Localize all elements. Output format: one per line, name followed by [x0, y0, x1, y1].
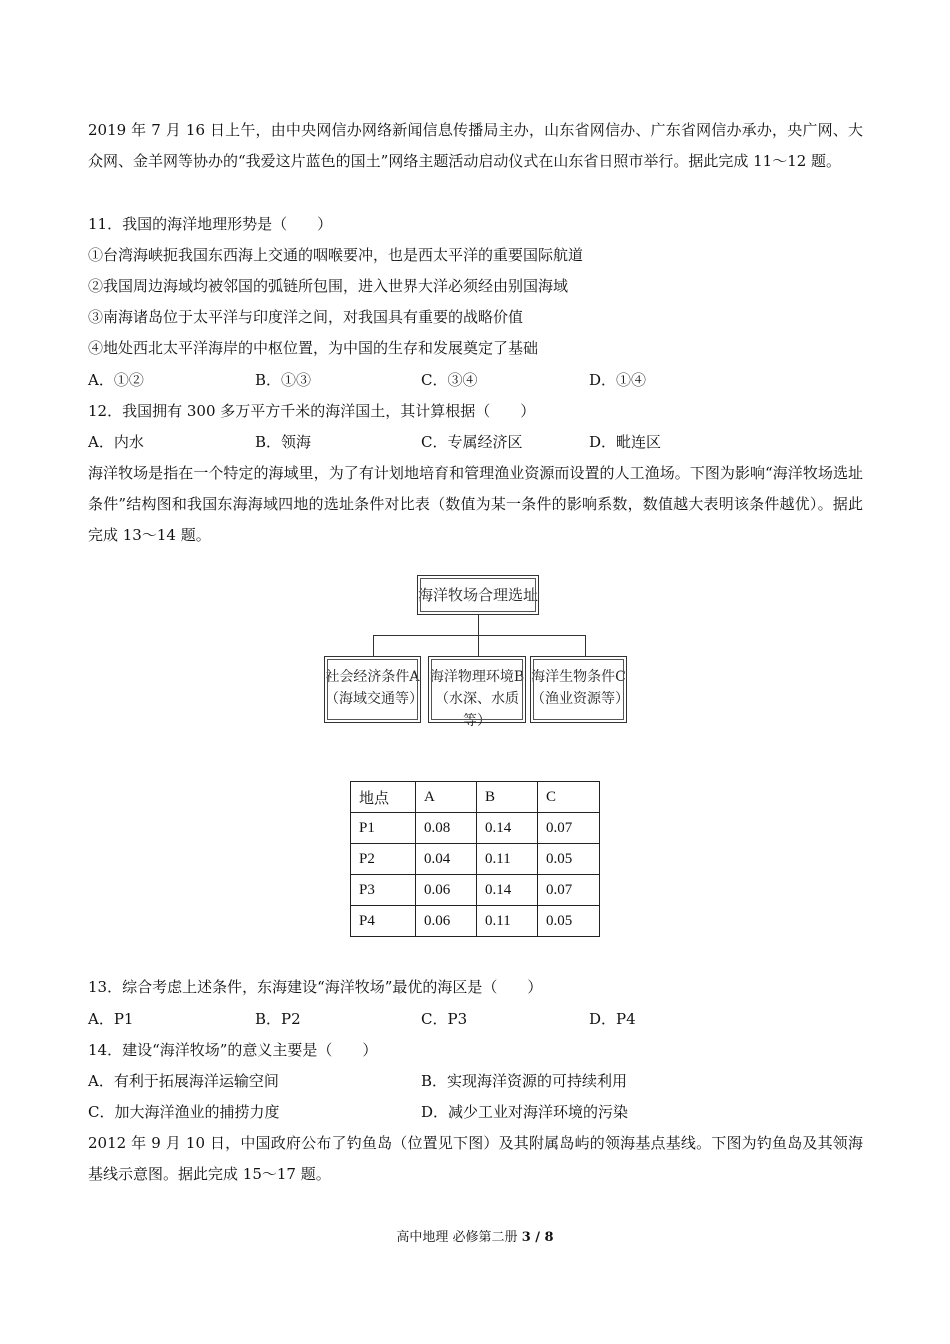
question-11-statement-4: ④地处西北太平洋海岸的中枢位置，为中国的生存和发展奠定了基础 [88, 339, 539, 357]
option-c[interactable]: C．③④ [421, 371, 478, 389]
table-cell: P4 [351, 906, 416, 937]
diagram-child-subtitle: （海域交通等） [325, 691, 423, 707]
diagram-connector [373, 635, 585, 636]
table-header-cell: B [477, 782, 538, 813]
question-11-statement-3: ③南海诸岛位于太平洋与印度洋之间，对我国具有重要的战略价值 [88, 308, 524, 326]
diagram-root-box: 海洋牧场合理选址 [417, 575, 539, 615]
diagram-child-title: 海洋生物条件C [531, 669, 626, 685]
intro-paragraph-15-17: 2012 年 9 月 10 日，中国政府公布了钓鱼岛（位置见下图）及其附属岛屿的领海基点基线。下图为钓鱼岛及其领海基线示意图。据此完成 15～17 题。 [88, 1134, 863, 1183]
page-footer [0, 1226, 950, 1245]
diagram-child-title: 社会经济条件A [325, 669, 420, 685]
option-b[interactable]: B．实现海洋资源的可持续利用 [421, 1072, 628, 1090]
diagram-connector [585, 635, 586, 656]
question-12-options [88, 427, 868, 458]
option-a[interactable]: A．内水 [88, 433, 144, 451]
option-d[interactable]: D．P4 [589, 1010, 636, 1028]
option-c[interactable]: C．专属经济区 [421, 433, 523, 451]
table-cell: 0.11 [477, 906, 538, 937]
question-14-options-row-2 [88, 1097, 868, 1128]
table-cell: 0.05 [538, 906, 600, 937]
diagram-connector [373, 635, 374, 656]
question-11-stem: 11．我国的海洋地理形势是（ ） [88, 215, 333, 233]
diagram-child-title: 海洋物理环境B [429, 669, 525, 685]
table-cell: 0.14 [477, 875, 538, 906]
table-cell: 0.06 [416, 875, 477, 906]
table-cell: 0.08 [416, 813, 477, 844]
table-header-cell: A [416, 782, 477, 813]
question-11-statement-2: ②我国周边海域均被邻国的弧链所包围，进入世界大洋必须经由别国海域 [88, 277, 569, 295]
structure-diagram [322, 572, 632, 732]
table-cell: P1 [351, 813, 416, 844]
table-cell: 0.04 [416, 844, 477, 875]
diagram-connector [478, 615, 479, 635]
table-cell: 0.07 [538, 875, 600, 906]
footer-page-number: 3 / 8 [521, 1230, 554, 1245]
diagram-child-biological-conditions [530, 656, 627, 723]
question-11-options [88, 365, 868, 396]
question-13-stem: 13．综合考虑上述条件，东海建设“海洋牧场”最优的海区是（ ） [88, 978, 543, 996]
diagram-child-social-economic [324, 656, 421, 723]
footer-book-title: 高中地理 必修第二册 [396, 1230, 518, 1245]
table-cell: 0.14 [477, 813, 538, 844]
table-row [351, 844, 600, 875]
option-c[interactable]: C．加大海洋渔业的捕捞力度 [88, 1103, 280, 1121]
table-cell: P2 [351, 844, 416, 875]
table-cell: 0.05 [538, 844, 600, 875]
table-row [351, 906, 600, 937]
table-cell: 0.07 [538, 813, 600, 844]
table-row [351, 875, 600, 906]
table-cell: 0.11 [477, 844, 538, 875]
option-c[interactable]: C．P3 [421, 1010, 468, 1028]
option-a[interactable]: A．有利于拓展海洋运输空间 [88, 1072, 279, 1090]
intro-paragraph-11-12: 2019 年 7 月 16 日上午，由中央网信办网络新闻信息传播局主办，山东省网信办、广东省网信办承办，央广网、大众网、金羊网等协办的“我爱这片蓝色的国土”网络主题活动启动仪式在山东省日照市举行。据此完成 11～12 题。 [88, 121, 863, 170]
table-header-cell: C [538, 782, 600, 813]
table-header-row [351, 782, 600, 813]
question-11-statement-1: ①台湾海峡扼我国东西海上交通的咽喉要冲，也是西太平洋的重要国际航道 [88, 246, 584, 264]
diagram-connector [478, 635, 479, 656]
option-b[interactable]: B．P2 [255, 1010, 301, 1028]
option-a[interactable]: A．①② [88, 371, 144, 389]
table-row [351, 813, 600, 844]
option-d[interactable]: D．毗连区 [589, 433, 662, 451]
question-13-options [88, 1004, 868, 1035]
intro-paragraph-13-14: 海洋牧场是指在一个特定的海域里，为了有计划地培育和管理渔业资源而设置的人工渔场。下图为影响“海洋牧场选址条件”结构图和我国东海海域四地的选址条件对比表（数值为某一条件的影响系数，数值越大表明该条件越优）。据此完成 13～14 题。 [88, 464, 863, 544]
table-header-cell: 地点 [351, 782, 416, 813]
question-14-stem: 14．建设“海洋牧场”的意义主要是（ ） [88, 1041, 378, 1059]
option-b[interactable]: B．领海 [255, 433, 312, 451]
option-d[interactable]: D．①④ [589, 371, 647, 389]
diagram-child-subtitle: （渔业资源等） [531, 691, 629, 707]
option-d[interactable]: D．减少工业对海洋环境的污染 [421, 1103, 629, 1121]
site-conditions-table [350, 781, 600, 937]
table-cell: 0.06 [416, 906, 477, 937]
diagram-child-physical-environment [428, 656, 526, 729]
question-14-options-row-1 [88, 1066, 868, 1097]
table-cell: P3 [351, 875, 416, 906]
option-b[interactable]: B．①③ [255, 371, 312, 389]
option-a[interactable]: A．P1 [88, 1010, 134, 1028]
question-12-stem: 12．我国拥有 300 多万平方千米的海洋国土，其计算根据（ ） [88, 402, 536, 420]
diagram-child-subtitle: （水深、水质等） [435, 691, 519, 729]
